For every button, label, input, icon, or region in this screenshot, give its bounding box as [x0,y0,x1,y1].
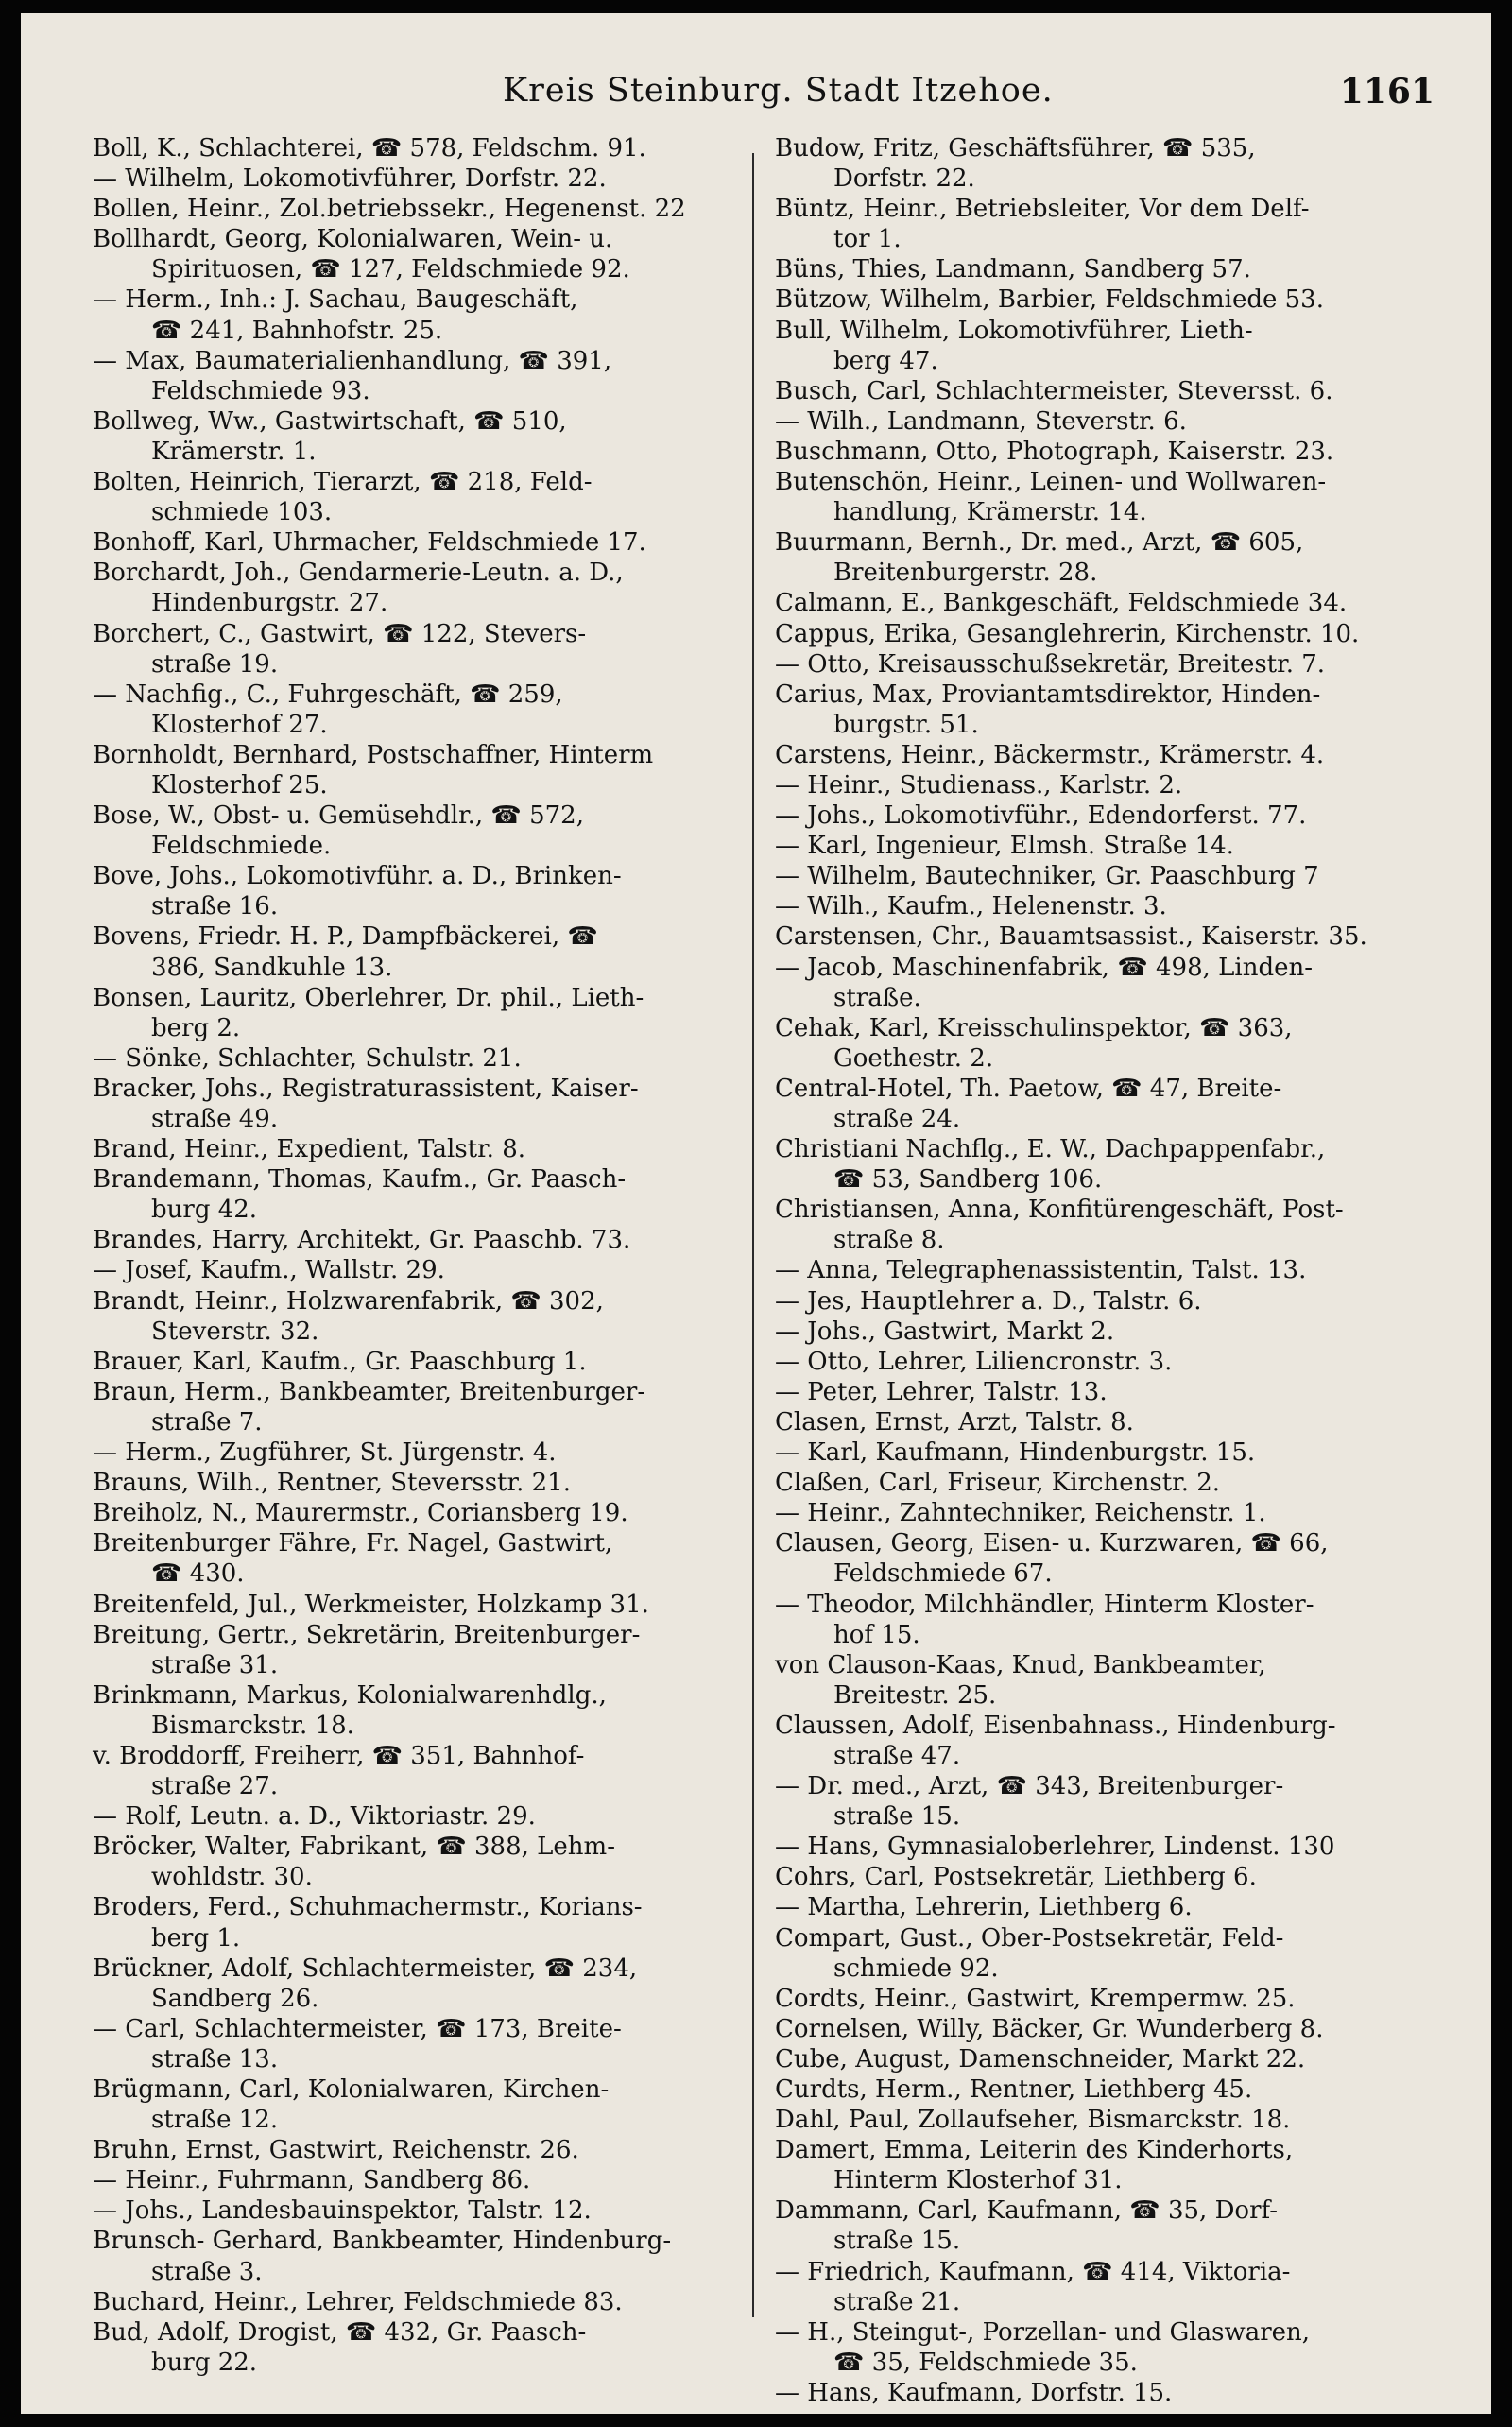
directory-line: — Herm., Zugführer, St. Jürgenstr. 4. [93,1438,557,1468]
directory-line: Hindenburgstr. 27. [151,589,388,618]
directory-line: Claussen, Adolf, Eisenbahnass., Hindenburg- [775,1711,1336,1740]
directory-line: Bolten, Heinrich, Tierarzt, ☎ 218, Feld- [93,468,593,497]
directory-line: — Josef, Kaufm., Wallstr. 29. [93,1256,445,1285]
directory-line: Brandes, Harry, Architekt, Gr. Paaschb. 73. [93,1226,631,1255]
directory-line: handlung, Krämerstr. 14. [833,498,1147,527]
directory-line: — Jacob, Maschinenfabrik, ☎ 498, Linden- [775,953,1314,982]
directory-line: Bruhn, Ernst, Gastwirt, Reichenstr. 26. [93,2136,579,2165]
directory-line: Feldschmiede 93. [151,376,370,405]
directory-line: Bollweg, Ww., Gastwirtschaft, ☎ 510, [93,406,567,436]
directory-line: straße 3. [151,2257,263,2286]
directory-line: Bud, Adolf, Drogist, ☎ 432, Gr. Paasch- [93,2317,587,2347]
directory-line: — Johs., Gastwirt, Markt 2. [775,1317,1115,1346]
directory-line: Braun, Herm., Bankbeamter, Breitenburger- [93,1377,646,1406]
directory-line: — Karl, Kaufmann, Hindenburgstr. 15. [775,1438,1256,1468]
directory-line: Cehak, Karl, Kreisschulinspektor, ☎ 363, [775,1013,1293,1042]
directory-line: — Rolf, Leutn. a. D., Viktoriastr. 29. [93,1802,536,1832]
directory-line: — Nachfig., C., Fuhrgeschäft, ☎ 259, [93,680,563,709]
directory-line: Bornholdt, Bernhard, Postschaffner, Hinterm [93,740,654,769]
directory-line: schmiede 92. [833,1954,999,1983]
directory-line: Christiansen, Anna, Konfitürengeschäft, Post- [775,1196,1344,1225]
directory-line: Dammann, Carl, Kaufmann, ☎ 35, Dorf- [775,2196,1278,2226]
directory-line: — H., Steingut-, Porzellan- und Glaswaren, [775,2317,1311,2347]
directory-line: ☎ 430. [151,1559,245,1589]
column-divider [752,153,754,2317]
directory-line: Klosterhof 27. [151,710,328,739]
directory-line: Feldschmiede. [151,832,332,861]
directory-line: Klosterhof 25. [151,770,328,800]
directory-line: burg 22. [151,2348,258,2377]
directory-line: — Dr. med., Arzt, ☎ 343, Breitenburger- [775,1772,1284,1801]
directory-line: straße 49. [151,1105,279,1133]
directory-line: Bovens, Friedr. H. P., Dampfbäckerei, ☎ [93,922,598,952]
directory-line: Busch, Carl, Schlachtermeister, Steversst. 6. [775,376,1333,405]
directory-line: Butenschön, Heinr., Leinen- und Wollwaren- [775,468,1327,497]
directory-line: — Jes, Hauptlehrer a. D., Talstr. 6. [775,1286,1202,1316]
directory-line: Buchard, Heinr., Lehrer, Feldschmiede 83. [93,2287,623,2316]
directory-line: — Theodor, Milchhändler, Hinterm Kloster- [775,1590,1314,1619]
directory-line: — Hans, Kaufmann, Dorfstr. 15. [775,2378,1173,2407]
directory-line: straße 16. [151,892,279,921]
directory-line: Cohrs, Carl, Postsekretär, Liethberg 6. [775,1863,1257,1892]
directory-line: Brückner, Adolf, Schlachtermeister, ☎ 234, [93,1954,638,1983]
directory-line: von Clauson-Kaas, Knud, Bankbeamter, [775,1650,1266,1679]
directory-line: Hinterm Klosterhof 31. [833,2166,1123,2195]
directory-line: Brandt, Heinr., Holzwarenfabrik, ☎ 302, [93,1286,604,1316]
directory-line: Clausen, Georg, Eisen- u. Kurzwaren, ☎ 66, [775,1529,1329,1558]
directory-line: Calmann, E., Bankgeschäft, Feldschmiede 34. [775,589,1348,618]
directory-line: Goethestr. 2. [833,1043,994,1073]
directory-line: wohldstr. 30. [151,1863,313,1892]
directory-line: Breitung, Gertr., Sekretärin, Breitenburger- [93,1620,641,1649]
directory-line: straße 7. [151,1407,263,1437]
directory-line: Breitenburger Fähre, Fr. Nagel, Gastwirt, [93,1529,613,1558]
directory-line: straße 21. [833,2287,961,2316]
directory-line: Breitenburgerstr. 28. [833,559,1098,588]
directory-line: ☎ 241, Bahnhofstr. 25. [151,316,443,345]
directory-line: Steverstr. 32. [151,1317,319,1346]
directory-line: ☎ 53, Sandberg 106. [833,1165,1103,1195]
directory-line: Central-Hotel, Th. Paetow, ☎ 47, Breite- [775,1074,1282,1103]
directory-line: Brügmann, Carl, Kolonialwaren, Kirchen- [93,2075,610,2104]
directory-line: Bützow, Wilhelm, Barbier, Feldschmiede 53. [775,285,1324,315]
directory-line: straße 31. [151,1650,279,1679]
directory-line: Carstensen, Chr., Bauamtsassist., Kaiserstr. 35. [775,922,1367,952]
directory-line: Brandemann, Thomas, Kaufm., Gr. Paasch- [93,1165,627,1195]
directory-line: straße 19. [151,649,279,679]
directory-line: Bull, Wilhelm, Lokomotivführer, Lieth- [775,316,1253,345]
directory-line: — Anna, Telegraphenassistentin, Talst. 13. [775,1256,1307,1285]
directory-line: Christiani Nachflg., E. W., Dachpappenfabr., [775,1135,1326,1164]
directory-line: — Heinr., Zahntechniker, Reichenstr. 1. [775,1499,1266,1528]
directory-line: Cappus, Erika, Gesanglehrerin, Kirchenstr. 10. [775,619,1360,648]
directory-line: — Max, Baumaterialienhandlung, ☎ 391, [93,346,612,375]
directory-line: 386, Sandkuhle 13. [151,953,393,982]
directory-line: berg 2. [151,1013,241,1042]
directory-line: — Karl, Ingenieur, Elmsh. Straße 14. [775,832,1234,861]
directory-line: Bröcker, Walter, Fabrikant, ☎ 388, Lehm- [93,1833,615,1862]
directory-line: Broders, Ferd., Schuhmachermstr., Korians- [93,1893,643,1922]
directory-line: Bonsen, Lauritz, Oberlehrer, Dr. phil., Lieth- [93,983,644,1012]
directory-line: Feldschmiede 67. [833,1559,1053,1589]
left-column [93,133,745,2378]
directory-line: — Heinr., Studienass., Karlstr. 2. [775,770,1183,800]
directory-line: Cornelsen, Willy, Bäcker, Gr. Wunderberg 8. [775,2014,1324,2043]
directory-line: — Carl, Schlachtermeister, ☎ 173, Breite- [93,2014,622,2043]
directory-line: berg 47. [833,346,938,375]
directory-line: Borchardt, Joh., Gendarmerie-Leutn. a. D., [93,559,624,588]
directory-line: — Sönke, Schlachter, Schulstr. 21. [93,1043,522,1073]
directory-line: Brinkmann, Markus, Kolonialwarenhdlg., [93,1680,607,1710]
directory-line: — Wilh., Landmann, Steverstr. 6. [775,406,1187,436]
directory-line: — Friedrich, Kaufmann, ☎ 414, Viktoria- [775,2257,1291,2286]
directory-line: Carius, Max, Proviantamtsdirektor, Hinden- [775,680,1321,709]
directory-line: Sandberg 26. [151,1984,319,2013]
directory-line: straße 24. [833,1105,961,1133]
directory-line: ☎ 35, Feldschmiede 35. [833,2348,1138,2377]
directory-line: Claßen, Carl, Friseur, Kirchenstr. 2. [775,1469,1221,1498]
directory-line: Bismarckstr. 18. [151,1711,354,1740]
page-number: 1161 [1339,72,1435,112]
directory-line: Clasen, Ernst, Arzt, Talstr. 8. [775,1407,1134,1437]
directory-line: hof 15. [833,1620,920,1649]
directory-line: berg 1. [151,1923,241,1953]
directory-line: — Peter, Lehrer, Talstr. 13. [775,1377,1108,1406]
directory-line: Bollen, Heinr., Zol.betriebssekr., Hegenenst. 22 [93,195,686,224]
directory-line: Bonhoff, Karl, Uhrmacher, Feldschmiede 17. [93,528,646,558]
directory-line: — Johs., Landesbauinspektor, Talstr. 12. [93,2196,592,2226]
running-title: Kreis Steinburg. Stadt Itzehoe. [503,72,1054,110]
directory-line: Büntz, Heinr., Betriebsleiter, Vor dem Delf- [775,195,1310,224]
directory-line: burgstr. 51. [833,710,979,739]
directory-line: tor 1. [833,225,902,254]
directory-line: burg 42. [151,1196,258,1225]
directory-line: Cordts, Heinr., Gastwirt, Krempermw. 25. [775,1984,1296,2013]
directory-line: Spirituosen, ☎ 127, Feldschmiede 92. [151,255,630,284]
directory-line: Cube, August, Damenschneider, Markt 22. [775,2044,1306,2074]
directory-line: Borchert, C., Gastwirt, ☎ 122, Stevers- [93,619,587,648]
directory-line: Bove, Johs., Lokomotivführ. a. D., Brinken- [93,862,622,891]
directory-line: straße. [833,983,921,1012]
directory-line: Krämerstr. 1. [151,437,317,466]
directory-line: Breiholz, N., Maurermstr., Coriansberg 19. [93,1499,628,1528]
directory-line: straße 13. [151,2044,279,2074]
directory-line: straße 47. [833,1741,961,1770]
directory-line: Büns, Thies, Landmann, Sandberg 57. [775,255,1251,284]
directory-line: — Wilhelm, Lokomotivführer, Dorfstr. 22. [93,164,607,194]
directory-line: straße 15. [833,1802,961,1832]
directory-line: — Wilhelm, Bautechniker, Gr. Paaschburg 7 [775,862,1319,891]
directory-line: — Martha, Lehrerin, Liethberg 6. [775,1893,1193,1922]
page-header [21,72,1491,125]
directory-line: v. Broddorff, Freiherr, ☎ 351, Bahnhof- [93,1741,585,1770]
directory-line: Brunsch- Gerhard, Bankbeamter, Hindenburg- [93,2227,672,2256]
directory-line: Bollhardt, Georg, Kolonialwaren, Wein- u. [93,225,613,254]
directory-line: Curdts, Herm., Rentner, Liethberg 45. [775,2075,1253,2104]
directory-line: Brauns, Wilh., Rentner, Steversstr. 21. [93,1469,571,1498]
directory-line: straße 8. [833,1226,945,1255]
directory-line: straße 27. [151,1772,279,1801]
directory-line: — Hans, Gymnasialoberlehrer, Lindenst. 130 [775,1833,1335,1862]
directory-line: Budow, Fritz, Geschäftsführer, ☎ 535, [775,134,1256,163]
directory-line: — Wilh., Kaufm., Helenenstr. 3. [775,892,1167,921]
directory-line: — Heinr., Fuhrmann, Sandberg 86. [93,2166,531,2195]
directory-line: schmiede 103. [151,498,333,527]
directory-line: — Herm., Inh.: J. Sachau, Baugeschäft, [93,285,578,315]
directory-line: — Otto, Lehrer, Liliencronstr. 3. [775,1347,1173,1376]
directory-line: Damert, Emma, Leiterin des Kinderhorts, [775,2136,1294,2165]
directory-line: — Otto, Kreisausschußsekretär, Breitestr. 7. [775,649,1326,679]
directory-line: Buurmann, Bernh., Dr. med., Arzt, ☎ 605, [775,528,1304,558]
directory-line: Bose, W., Obst- u. Gemüsehdlr., ☎ 572, [93,801,584,831]
directory-line: Dahl, Paul, Zollaufseher, Bismarckstr. 18. [775,2106,1291,2135]
directory-line: Brauer, Karl, Kaufm., Gr. Paaschburg 1. [93,1347,587,1376]
directory-line: Carstens, Heinr., Bäckermstr., Krämerstr. 4. [775,740,1325,769]
directory-page [21,13,1491,2414]
right-column [775,133,1436,2408]
directory-line: Bracker, Johs., Registraturassistent, Kaiser- [93,1074,639,1103]
directory-line: Boll, K., Schlachterei, ☎ 578, Feldschm. 91. [93,134,646,163]
directory-line: Breitenfeld, Jul., Werkmeister, Holzkamp 31. [93,1590,649,1619]
directory-line: straße 12. [151,2106,279,2135]
directory-line: Buschmann, Otto, Photograph, Kaiserstr. 23. [775,437,1334,466]
directory-line: — Johs., Lokomotivführ., Edendorferst. 77. [775,801,1307,831]
directory-line: Compart, Gust., Ober-Postsekretär, Feld- [775,1923,1284,1953]
directory-line: straße 15. [833,2227,961,2256]
directory-line: Dorfstr. 22. [833,164,975,194]
directory-line: Brand, Heinr., Expedient, Talstr. 8. [93,1135,526,1164]
directory-line: Breitestr. 25. [833,1680,997,1710]
